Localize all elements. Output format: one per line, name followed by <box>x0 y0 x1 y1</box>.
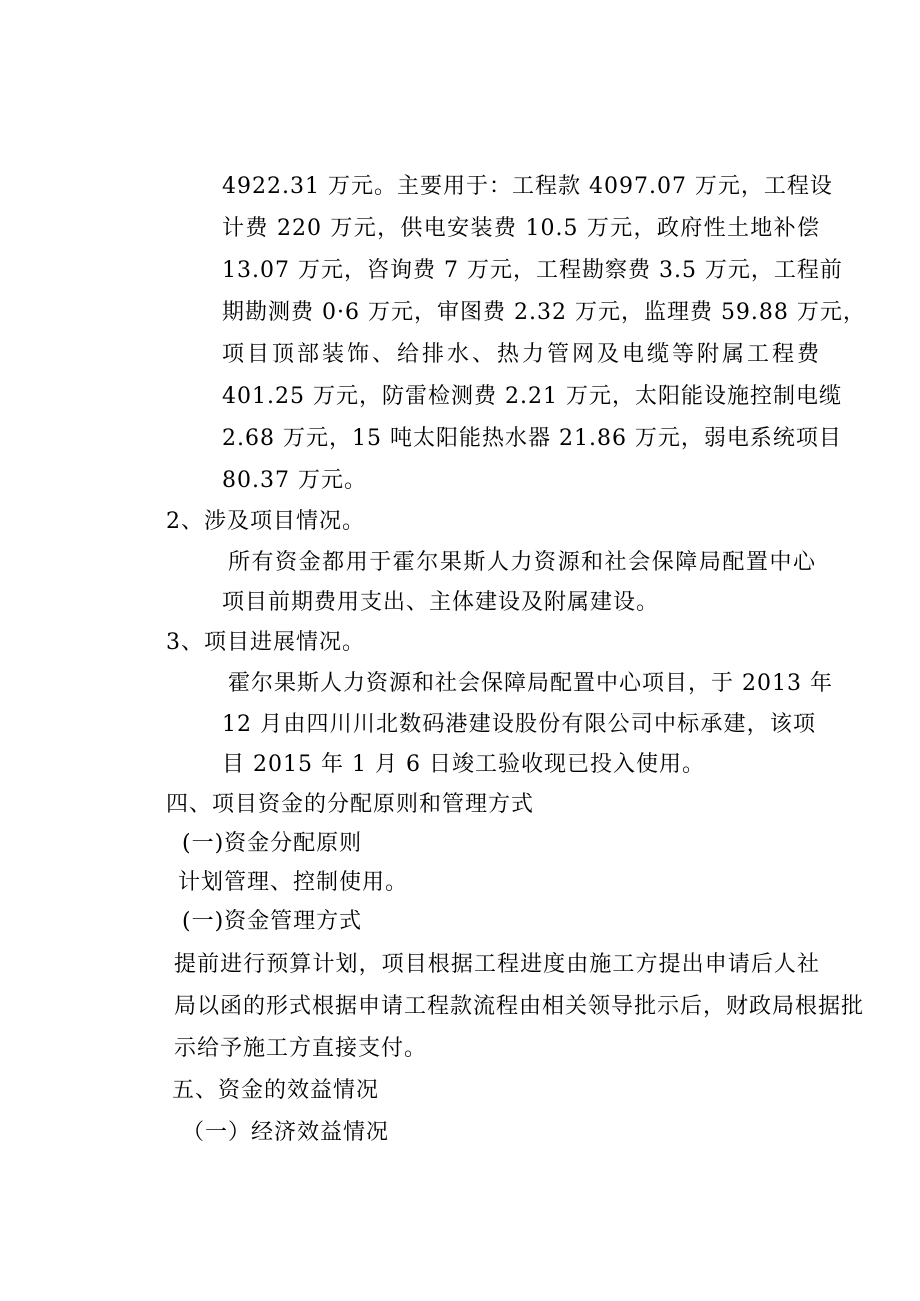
subsection-heading: (一)资金分配原则 <box>182 831 363 856</box>
text-line: 项目顶部装饰、给排水、热力管网及电缆等附属工程费 <box>222 342 820 367</box>
text-line: 局以函的形式根据申请工程款流程由相关领导批示后，财政局根据批 <box>174 994 865 1019</box>
text-line: 期勘测费 0·6 万元，审图费 2.32 万元，监理费 59.88 万元， <box>222 300 866 325</box>
text-line: 13.07 万元，咨询费 7 万元，工程勘察费 3.5 万元，工程前 <box>222 258 843 283</box>
text-line: 12 月由四川川北数码港建设股份有限公司中标承建，该项 <box>222 712 816 737</box>
subsection-heading: （一）经济效益情况 <box>182 1120 390 1145</box>
text-line: 示给予施工方直接支付。 <box>174 1036 428 1061</box>
text-line: 目 2015 年 1 月 6 日竣工验收现已投入使用。 <box>222 752 705 777</box>
text-line: 80.37 万元。 <box>222 468 367 493</box>
text-line: 401.25 万元，防雷检测费 2.21 万元，太阳能设施控制电缆 <box>222 384 842 409</box>
text-line: 计费 220 万元，供电安装费 10.5 万元，政府性土地补偿 <box>222 216 820 241</box>
section-heading: 2、涉及项目情况。 <box>166 509 365 534</box>
section-heading: 3、项目进展情况。 <box>166 630 365 655</box>
text-line: 项目前期费用支出、主体建设及附属建设。 <box>222 590 660 615</box>
text-line: 所有资金都用于霍尔果斯人力资源和社会保障局配置中心 <box>228 550 816 575</box>
text-line: 4922.31 万元。主要用于：工程款 4097.07 万元，工程设 <box>222 174 833 199</box>
text-line: 霍尔果斯人力资源和社会保障局配置中心项目，于 2013 年 <box>228 671 833 696</box>
section-heading: 五、资金的效益情况 <box>172 1078 380 1103</box>
text-line: 2.68 万元，15 吨太阳能热水器 21.86 万元，弱电系统项目 <box>222 426 842 451</box>
section-heading: 四、项目资金的分配原则和管理方式 <box>166 792 535 817</box>
subsection-heading: (一)资金管理方式 <box>182 909 363 934</box>
text-line: 提前进行预算计划，项目根据工程进度由施工方提出申请后人社 <box>174 952 820 977</box>
text-line: 计划管理、控制使用。 <box>178 870 409 895</box>
